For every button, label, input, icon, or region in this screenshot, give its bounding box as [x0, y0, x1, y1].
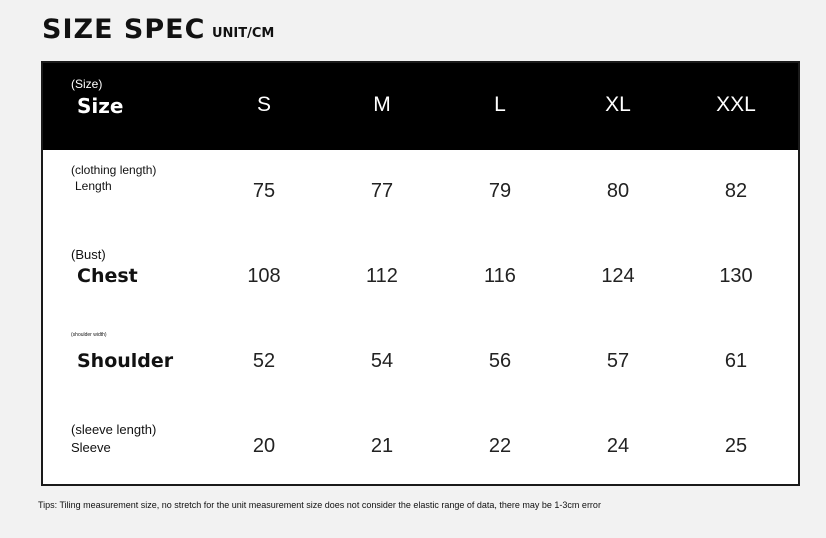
- table-cell: 22: [488, 435, 512, 457]
- table-cell: 24: [606, 435, 630, 457]
- row-label: Chest: [77, 265, 138, 287]
- size-s: S: [256, 93, 271, 116]
- size-table: [41, 61, 800, 486]
- table-cell: 82: [724, 180, 748, 202]
- table-row: [43, 150, 798, 235]
- table-cell: 61: [724, 350, 748, 372]
- table-cell: 20: [252, 435, 276, 457]
- table-cell: 56: [488, 350, 512, 372]
- table-header: [43, 63, 798, 150]
- page-title: SIZE SPEC: [42, 14, 206, 45]
- row-label-small: (shoulder width): [71, 332, 107, 338]
- unit-label: UNIT/CM: [212, 26, 275, 41]
- table-cell: 54: [370, 350, 394, 372]
- table-cell: 25: [724, 435, 748, 457]
- row-label: Length: [75, 179, 112, 193]
- row-label: Sleeve: [71, 440, 111, 455]
- tips-note: Tips: Tiling measurement size, no stretch for the unit measurement size does not consider the elastic range of data, there may be 1-3cm error: [38, 500, 601, 510]
- table-cell: 130: [719, 265, 753, 287]
- table-cell: 112: [366, 265, 398, 287]
- table-cell: 75: [252, 180, 276, 202]
- table-cell: 57: [606, 350, 630, 372]
- table-cell: 77: [370, 180, 394, 202]
- row-label-small: (sleeve length): [71, 422, 157, 437]
- size-l: L: [494, 93, 506, 116]
- table-cell: 21: [370, 435, 394, 457]
- table-row: [43, 235, 798, 320]
- row-label-small: (Bust): [71, 247, 106, 262]
- table-cell: 80: [606, 180, 630, 202]
- size-xl: XL: [605, 93, 631, 116]
- row-label-group: [71, 421, 171, 457]
- table-row: [43, 320, 798, 405]
- table-cell: 124: [601, 265, 635, 287]
- header-label-small: (Size): [71, 77, 103, 91]
- row-label: Shoulder: [77, 350, 174, 372]
- row-label-small: (clothing length): [71, 163, 157, 177]
- table-cell: 52: [252, 350, 276, 372]
- size-xxl: XXL: [716, 93, 756, 116]
- table-row: [43, 405, 798, 490]
- table-cell: 116: [484, 265, 516, 287]
- table-cell: 79: [488, 180, 512, 202]
- size-m: M: [373, 93, 391, 116]
- table-cell: 108: [247, 265, 281, 287]
- header-label: Size: [77, 94, 124, 118]
